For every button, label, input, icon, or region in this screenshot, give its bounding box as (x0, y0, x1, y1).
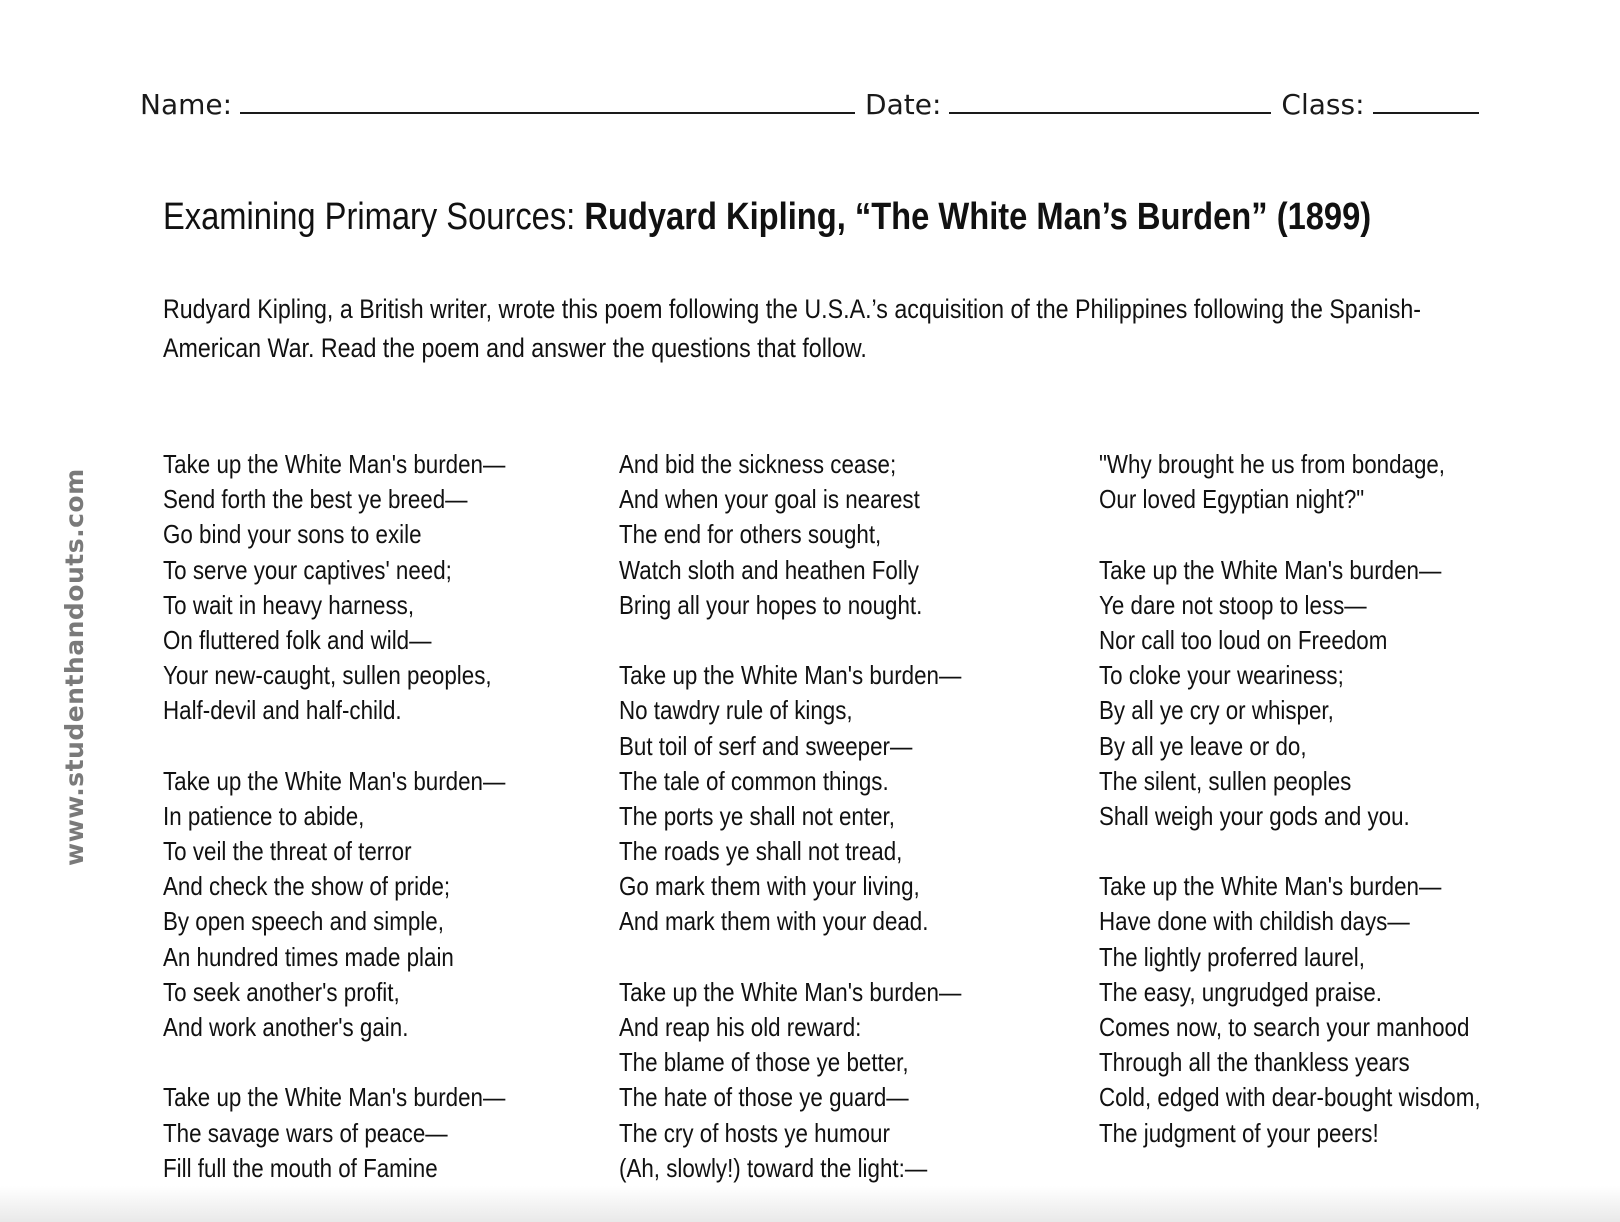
poem-line: The cry of hosts ye humour (619, 1117, 890, 1148)
poem-line: To veil the threat of terror (163, 836, 412, 867)
poem-line: Take up the White Man's burden— (163, 765, 506, 796)
poem-line: By all ye leave or do, (1099, 730, 1307, 761)
poem-column-2 (619, 447, 961, 1186)
poem-column-3 (1099, 447, 1481, 1151)
class-label: Class: (1281, 88, 1365, 121)
poem-line: The savage wars of peace— (163, 1117, 448, 1148)
poem-line: To serve your captives' need; (163, 554, 452, 585)
poem-line: "Why brought he us from bondage, (1099, 449, 1446, 479)
poem-line: Shall weigh your gods and you. (1099, 800, 1410, 831)
class-blank[interactable] (1373, 86, 1479, 114)
poem-line: To cloke your weariness; (1099, 660, 1344, 691)
date-blank[interactable] (949, 86, 1271, 114)
poem-column-1 (163, 447, 505, 1186)
poem-line: And check the show of pride; (163, 871, 451, 902)
poem-line: Fill full the mouth of Famine (163, 1152, 438, 1183)
poem-line: The easy, ungrudged praise. (1099, 976, 1382, 1007)
poem-line: Take up the White Man's burden— (1099, 554, 1442, 585)
name-blank[interactable] (240, 86, 855, 114)
poem-line: Ye dare not stoop to less— (1099, 589, 1367, 620)
poem-line: The silent, sullen peoples (1099, 765, 1352, 796)
poem-line: The tale of common things. (619, 765, 889, 796)
poem-line: And when your goal is nearest (619, 484, 920, 515)
title-source: Rudyard Kipling, “The White Man’s Burden” (1899) (584, 196, 1372, 238)
poem-line: And work another's gain. (163, 1012, 409, 1042)
stanza (1099, 553, 1481, 835)
stanza (619, 975, 961, 1186)
poem-line: To wait in heavy harness, (163, 589, 415, 620)
poem-line: The blame of those ye better, (619, 1047, 909, 1078)
poem-line: The roads ye shall not tread, (619, 836, 903, 867)
stanza (1099, 447, 1481, 517)
poem-line: Watch sloth and heathen Folly (619, 554, 919, 585)
poem-line: Take up the White Man's burden— (163, 449, 506, 479)
poem-line: Nor call too loud on Freedom (1099, 624, 1388, 655)
poem-line: The judgment of your peers! (1099, 1117, 1379, 1148)
poem-line: The hate of those ye guard— (619, 1082, 909, 1113)
poem-line: Go mark them with your living, (619, 871, 920, 902)
intro-line-2: American War. Read the poem and answer the questions that follow. (163, 333, 867, 363)
poem-line: No tawdry rule of kings, (619, 695, 853, 726)
student-info-line (140, 86, 1480, 121)
poem-line: On fluttered folk and wild— (163, 624, 432, 655)
poem-line: Have done with childish days— (1099, 906, 1410, 937)
poem-line: An hundred times made plain (163, 941, 454, 972)
poem-line: In patience to abide, (163, 800, 365, 831)
poem-line: By open speech and simple, (163, 906, 444, 937)
stanza (619, 658, 961, 940)
stanza (1099, 869, 1481, 1151)
bottom-edge-shadow (0, 1186, 1620, 1222)
intro-paragraph (163, 290, 1487, 368)
poem-line: Bring all your hopes to nought. (619, 589, 923, 620)
poem-line: Through all the thankless years (1099, 1047, 1410, 1078)
poem-line: The ports ye shall not enter, (619, 800, 895, 831)
poem-line: But toil of serf and sweeper— (619, 730, 913, 761)
poem-line: Take up the White Man's burden— (619, 976, 962, 1007)
intro-line-1: Rudyard Kipling, a British writer, wrote this poem following the U.S.A.’s acquisition of the Philippines following the Spanish- (163, 294, 1421, 324)
poem-line: Cold, edged with dear-bought wisdom, (1099, 1082, 1481, 1113)
poem-line: The end for others sought, (619, 519, 882, 550)
poem-line: And bid the sickness cease; (619, 449, 897, 479)
date-label: Date: (865, 88, 942, 121)
title-prefix: Examining Primary Sources: (163, 196, 585, 238)
stanza (163, 1080, 505, 1186)
stanza (163, 447, 505, 729)
page-title (163, 196, 1371, 239)
poem-line: And mark them with your dead. (619, 906, 929, 937)
poem-line: Send forth the best ye breed— (163, 484, 468, 515)
stanza (163, 764, 505, 1046)
poem-line: By all ye cry or whisper, (1099, 695, 1334, 726)
poem-line: The lightly proferred laurel, (1099, 941, 1365, 972)
poem-line: Go bind your sons to exile (163, 519, 422, 550)
poem-line: (Ah, slowly!) toward the light:— (619, 1152, 928, 1183)
poem-line: To seek another's profit, (163, 976, 400, 1007)
stanza (619, 447, 961, 623)
poem-line: Take up the White Man's burden— (1099, 871, 1442, 902)
poem-line: Your new-caught, sullen peoples, (163, 660, 492, 691)
poem-line: Comes now, to search your manhood (1099, 1012, 1470, 1042)
poem-line: Take up the White Man's burden— (163, 1082, 506, 1113)
poem-line: Half-devil and half-child. (163, 695, 402, 726)
name-label: Name: (140, 88, 233, 121)
site-watermark: www.studenthandouts.com (60, 468, 89, 866)
poem-line: And reap his old reward: (619, 1012, 862, 1042)
poem-line: Take up the White Man's burden— (619, 660, 962, 691)
poem-line: Our loved Egyptian night?" (1099, 484, 1365, 515)
